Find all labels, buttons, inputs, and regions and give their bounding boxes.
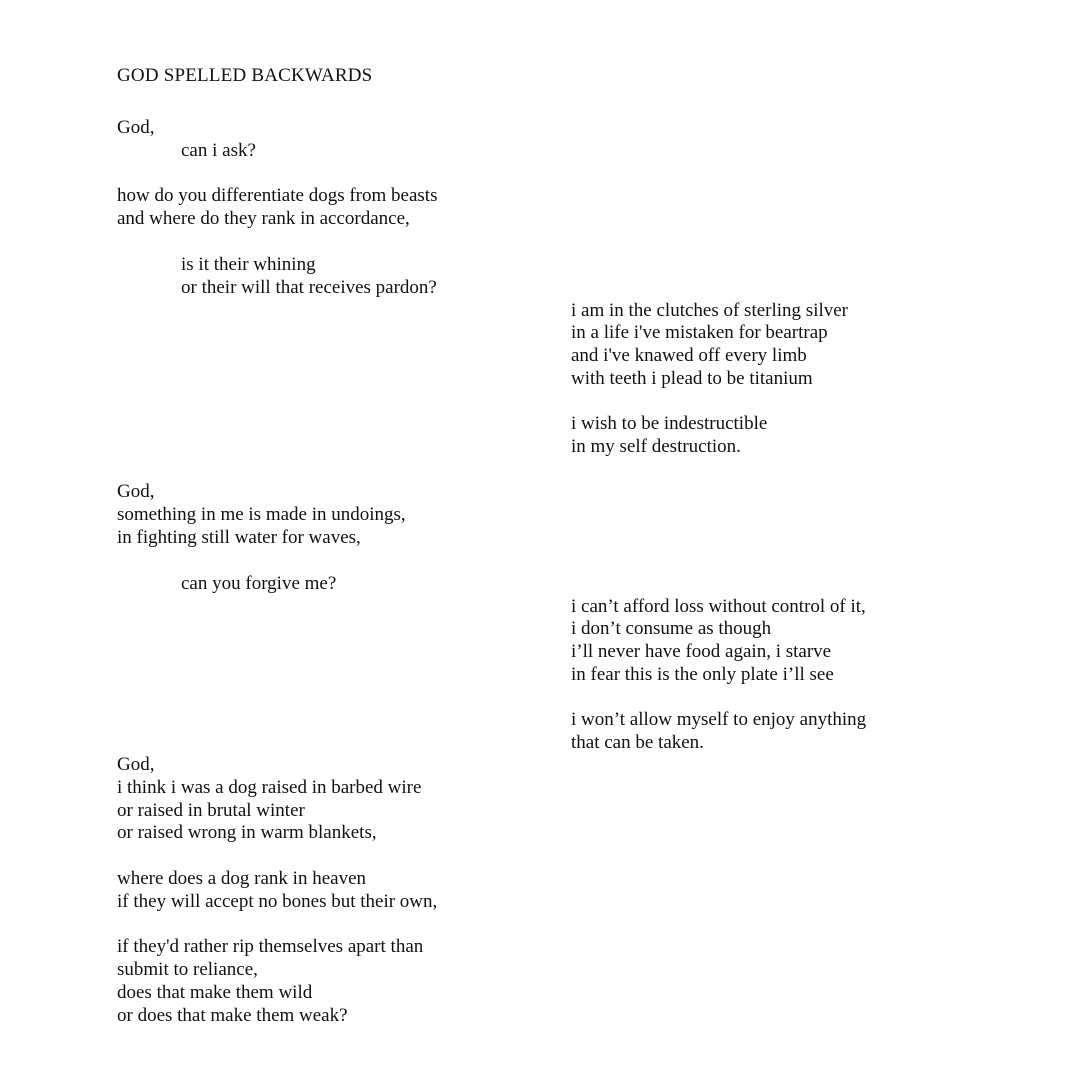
poem-line: i can’t afford loss without control of it, bbox=[571, 596, 866, 617]
poem-line: can you forgive me? bbox=[181, 573, 337, 594]
poem-line: does that make them wild bbox=[117, 982, 313, 1003]
poem-line: is it their whining bbox=[181, 254, 316, 275]
poem-line: i won’t allow myself to enjoy anything bbox=[571, 709, 867, 730]
poem-line: submit to reliance, bbox=[117, 959, 258, 980]
poem-line: i’ll never have food again, i starve bbox=[571, 641, 832, 662]
poem-line: something in me is made in undoings, bbox=[117, 504, 406, 525]
poem-line: and where do they rank in accordance, bbox=[117, 208, 410, 229]
poem-line: where does a dog rank in heaven bbox=[117, 868, 367, 889]
poem-line: in a life i've mistaken for beartrap bbox=[571, 322, 828, 343]
poem-line: i am in the clutches of sterling silver bbox=[571, 300, 849, 321]
poem-line: or their will that receives pardon? bbox=[181, 277, 437, 298]
poem-line: if they will accept no bones but their own, bbox=[117, 891, 438, 912]
poem-line: i think i was a dog raised in barbed wire bbox=[117, 777, 422, 798]
poem-line: God, bbox=[117, 754, 155, 775]
poem-line: or does that make them weak? bbox=[117, 1005, 348, 1026]
poem-line: with teeth i plead to be titanium bbox=[571, 368, 813, 389]
poem-line: and i've knawed off every limb bbox=[571, 345, 807, 366]
poem-line: i don’t consume as though bbox=[571, 618, 772, 639]
poem-title: GOD SPELLED BACKWARDS bbox=[117, 65, 373, 86]
poem-line: in fighting still water for waves, bbox=[117, 527, 361, 548]
poem-line: i wish to be indestructible bbox=[571, 413, 768, 434]
poem-line: in fear this is the only plate i’ll see bbox=[571, 664, 834, 685]
poem-line: God, bbox=[117, 481, 155, 502]
poem-line: if they'd rather rip themselves apart than bbox=[117, 936, 424, 957]
poem-line: God, bbox=[117, 117, 155, 138]
poem-line: or raised in brutal winter bbox=[117, 800, 305, 821]
poem-line: how do you differentiate dogs from beasts bbox=[117, 185, 438, 206]
poem-line: or raised wrong in warm blankets, bbox=[117, 822, 377, 843]
poem-line: in my self destruction. bbox=[571, 436, 741, 457]
poem-line: that can be taken. bbox=[571, 732, 704, 753]
poem-line: can i ask? bbox=[181, 140, 256, 161]
